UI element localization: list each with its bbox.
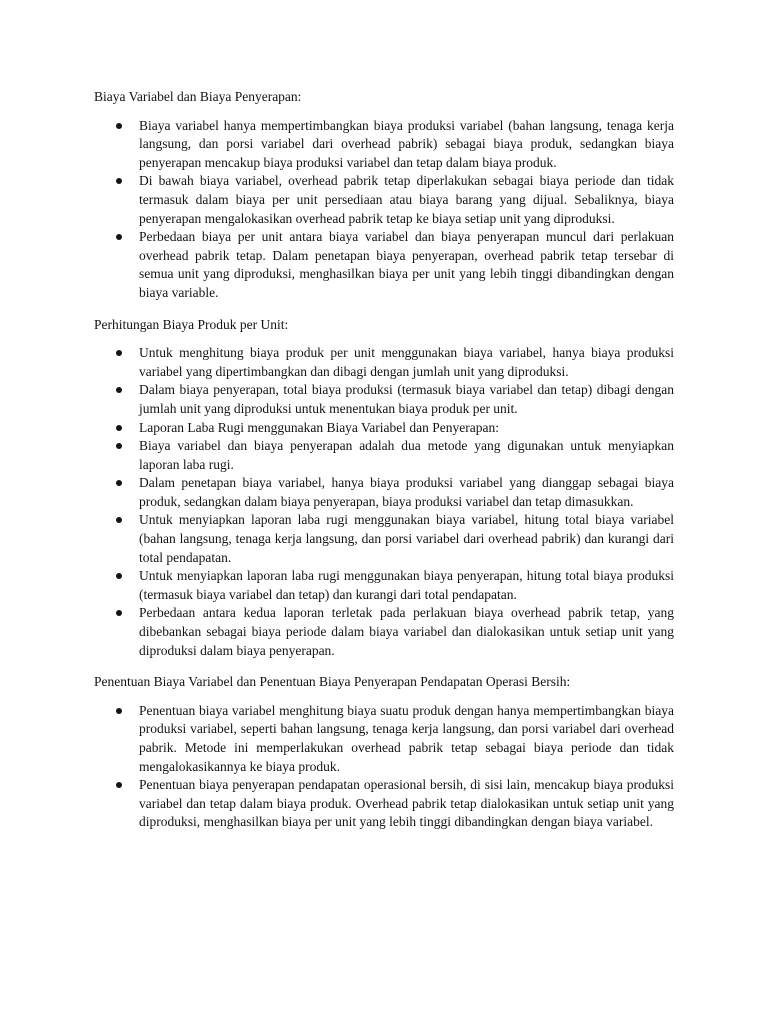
bullet-icon (116, 708, 122, 714)
list-item (94, 567, 674, 604)
bullet-list (94, 344, 674, 660)
list-item (94, 228, 674, 302)
list-item (94, 344, 674, 381)
section-heading: Biaya Variabel dan Biaya Penyerapan: (94, 89, 302, 104)
list-item (94, 381, 674, 418)
list-item-text: Biaya variabel dan biaya penyerapan adalah dua metode yang digunakan untuk menyiapkan laporan laba rugi. (139, 438, 674, 472)
bullet-icon (116, 234, 122, 240)
list-item-text: Perbedaan antara kedua laporan terletak pada perlakuan biaya overhead pabrik tetap, yang dibebankan sebagai biaya periode dalam biaya variabel dan dialokasikan untuk setiap unit yang diproduksi dalam biaya penyerapan. (139, 605, 674, 658)
list-item-text: Perbedaan biaya per unit antara biaya variabel dan biaya penyerapan muncul dari perlakuan overhead pabrik tetap. Dalam penetapan biaya penyerapan, overhead pabrik tetap tersebar di semua unit yang diproduksi, menghasilkan biaya per unit yang lebih tinggi dibandingkan dengan biaya variable. (139, 229, 674, 300)
list-item (94, 474, 674, 511)
bullet-icon (116, 387, 122, 393)
list-item-text: Penentuan biaya variabel menghitung biaya suatu produk dengan hanya mempertimbangkan biaya produksi variabel, seperti bahan langsung, tenaga kerja langsung, dan porsi variabel dari overhead pabrik. Metode ini memperlakukan overhead pabrik tetap sebagai biaya periode dan tidak mengalokasikannya ke biaya produk. (139, 702, 674, 774)
bullet-icon (116, 425, 122, 431)
section-variable-vs-absorption (94, 88, 674, 303)
bullet-icon (116, 610, 122, 616)
bullet-icon (116, 123, 122, 129)
list-item (94, 172, 674, 228)
bullet-list (94, 702, 674, 832)
section-unit-product-cost (94, 316, 674, 661)
list-item-text: Dalam biaya penyerapan, total biaya produksi (termasuk biaya variabel dan tetap) dibagi dengan jumlah unit yang diproduksi untuk menentukan biaya produk per unit. (139, 382, 674, 416)
list-item-text: Biaya variabel hanya mempertimbangkan biaya produksi variabel (bahan langsung, tenaga kerja langsung, dan porsi variabel dari overhead pabrik) sebagai biaya produk, sedangkan biaya penyerapan mencakup biaya produksi variabel dan tetap dalam biaya produk. (139, 117, 674, 170)
bullet-list (94, 117, 674, 303)
list-item (94, 419, 674, 438)
list-item-text: Penentuan biaya penyerapan pendapatan operasional bersih, di sisi lain, mencakup biaya produksi variabel dan tetap dalam biaya produk. Overhead pabrik tetap dialokasikan untuk setiap unit yang diproduksi, menghasilkan biaya per unit yang lebih tinggi dibandingkan dengan biaya variabel. (139, 777, 674, 830)
document-page (94, 88, 674, 832)
list-item-text: Di bawah biaya variabel, overhead pabrik tetap diperlakukan sebagai biaya periode dan tidak termasuk dalam biaya per unit persediaan atau biaya barang yang dijual. Sebaliknya, biaya penyerapan mengalokasikan overhead pabrik tetap ke biaya setiap unit yang diproduksi. (139, 173, 674, 226)
bullet-icon (116, 480, 122, 486)
bullet-icon (116, 178, 122, 184)
section-heading: Penentuan Biaya Variabel dan Penentuan Biaya Penyerapan Pendapatan Operasi Bersih: (94, 674, 571, 690)
section-heading: Perhitungan Biaya Produk per Unit: (94, 316, 289, 332)
list-item (94, 437, 674, 474)
list-item-text: Untuk menghitung biaya produk per unit menggunakan biaya variabel, hanya biaya produksi variabel yang dipertimbangkan dan dibagi dengan jumlah unit yang diproduksi. (139, 345, 674, 379)
list-item (94, 511, 674, 567)
list-item-text: Untuk menyiapkan laporan laba rugi menggunakan biaya penyerapan, hitung total biaya produksi (termasuk biaya variabel dan tetap) dan kurangi dari total pendapatan. (139, 568, 674, 602)
list-item-text: Untuk menyiapkan laporan laba rugi menggunakan biaya variabel, hitung total biaya variabel (bahan langsung, tenaga kerja langsung, dan porsi variabel dari overhead pabrik) dan kurangi dari total pendapatan. (139, 512, 674, 565)
bullet-icon (116, 350, 122, 356)
list-item-text: Laporan Laba Rugi menggunakan Biaya Variabel dan Penyerapan: (139, 419, 499, 435)
list-item-text: Dalam penetapan biaya variabel, hanya biaya produksi variabel yang dianggap sebagai biaya produk, sedangkan dalam biaya penyerapan, biaya produksi variabel dan tetap dimasukkan. (139, 475, 674, 509)
bullet-icon (116, 443, 122, 449)
bullet-icon (116, 782, 122, 788)
section-net-operating-income (94, 673, 674, 832)
list-item (94, 604, 674, 660)
list-item (94, 117, 674, 173)
list-item (94, 776, 674, 832)
bullet-icon (116, 573, 122, 579)
list-item (94, 702, 674, 776)
bullet-icon (116, 517, 122, 523)
